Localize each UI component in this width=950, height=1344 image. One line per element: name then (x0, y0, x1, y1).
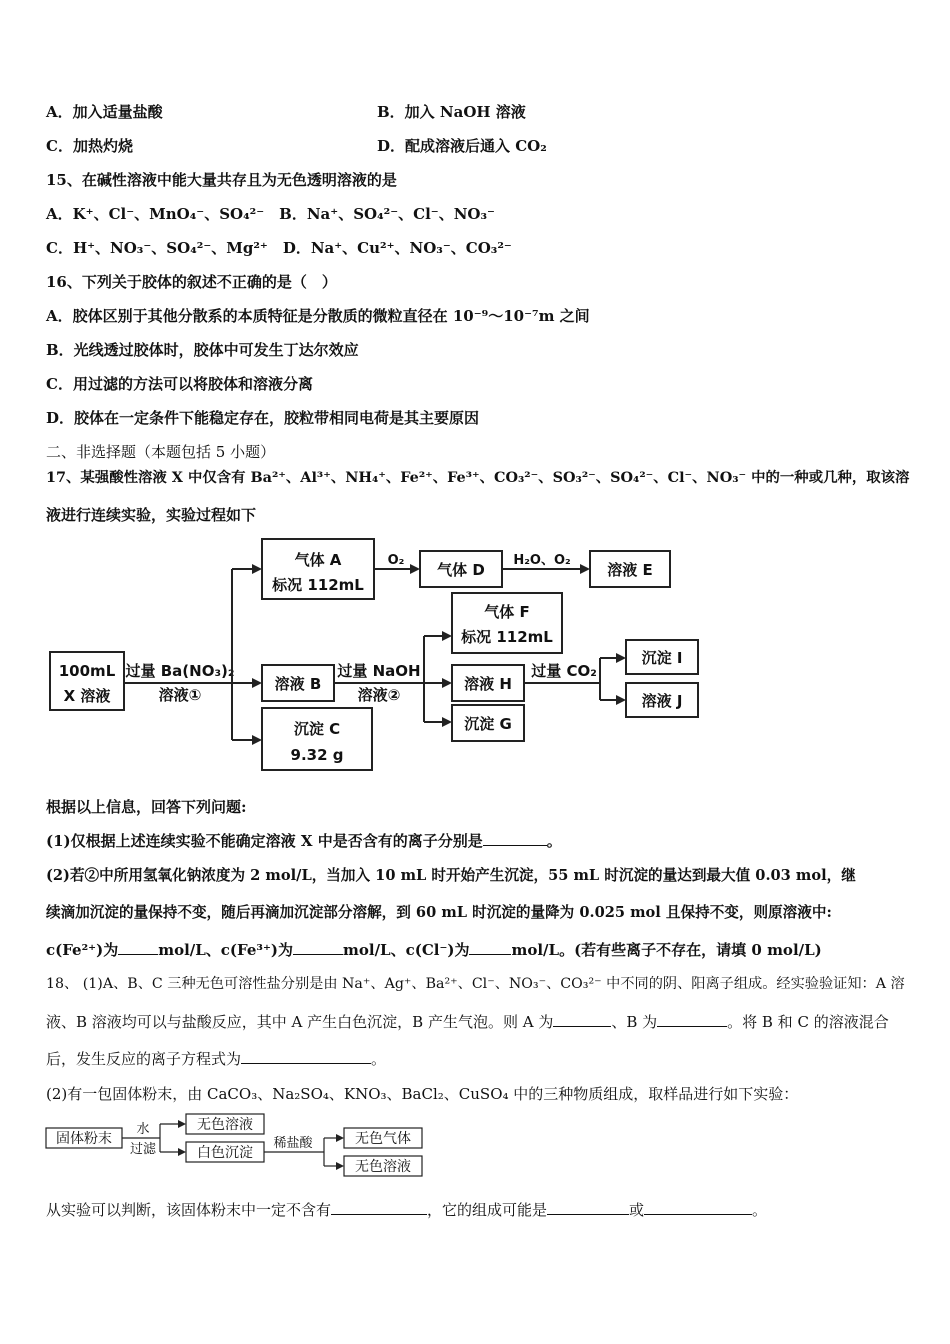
q15-stem: 15、在碱性溶液中能大量共存且为无色透明溶液的是 (46, 171, 397, 189)
answer-blank-b[interactable] (657, 1012, 727, 1027)
q18-last-b: ，它的组成可能是 (427, 1201, 548, 1219)
q16-option-b: B．光线透过胶体时，胶体中可发生丁达尔效应 (46, 341, 359, 359)
answer-blank-not-contain[interactable] (331, 1200, 427, 1215)
q17-stem-line1: 17、某强酸性溶液 X 中仅含有 Ba²⁺、Al³⁺、NH₄⁺、Fe²⁺、Fe³⁺、CO₃²⁻、SO₃²⁻、SO₄²⁻、Cl⁻、NO₃⁻ 中的一种或几种，取该溶 (46, 469, 910, 486)
q18-line3-b: 。 (371, 1050, 387, 1068)
answer-blank-comp2[interactable] (644, 1200, 752, 1215)
prec-c-line2: 9.32 g (290, 746, 344, 764)
q15-options-cd: C．H⁺、NO₃⁻、SO₄²⁻、Mg²⁺ D．Na⁺、Cu²⁺、NO₃⁻、CO₃²⁻ (46, 239, 512, 257)
q18-conclusion (46, 1200, 767, 1220)
answer-blank-comp1[interactable] (547, 1200, 629, 1215)
q17-part1-text: (1)仅根据上述连续实验不能确定溶液 X 中是否含有的离子分别是 (46, 832, 483, 850)
q18-line2-c: 。将 B 和 C 的溶液混合 (727, 1013, 889, 1031)
q17-stem-line2: 液进行连续实验，实验过程如下 (46, 506, 257, 524)
q18-last-c: 或 (629, 1201, 645, 1219)
x-box-line2: X 溶液 (63, 687, 111, 705)
colorless-gas-label: 无色气体 (355, 1131, 411, 1147)
prec-g-label: 沉淀 G (464, 715, 512, 733)
sol-j-label: 溶液 J (641, 692, 683, 710)
prec-i-label: 沉淀 I (641, 649, 683, 667)
h2o-o2-label: H₂O、O₂ (513, 553, 571, 568)
sol-e-label: 溶液 E (607, 561, 653, 579)
filter-label: 过滤 (129, 1142, 157, 1157)
answer-blank-equation[interactable] (241, 1049, 371, 1064)
q17-part2-line2: 续滴加沉淀的量保持不变，随后再滴加沉淀部分溶解，到 60 mL 时沉淀的量降为 0.025 mol 且保持不变，则原溶液中: (46, 904, 832, 921)
colorless-sol-label: 无色溶液 (197, 1117, 253, 1133)
colorless-sol2-label: 无色溶液 (355, 1159, 411, 1175)
c-fe3-label: mol/L、c(Fe³⁺)为 (158, 941, 293, 959)
gas-d-label: 气体 D (437, 561, 485, 579)
q14-option-b: B．加入 NaOH 溶液 (377, 103, 526, 121)
q16-option-d: D．胶体在一定条件下能稳定存在，胶粒带相同电荷是其主要原因 (46, 409, 480, 427)
q14-option-a: A．加入适量盐酸 (46, 103, 163, 121)
gas-a-line1: 气体 A (294, 551, 342, 569)
q17-part2-end: mol/L。(若有些离子不存在，请填 0 mol/L) (511, 941, 822, 959)
gas-f-line2: 标况 112mL (461, 628, 553, 646)
q18-last-a: 从实验可以判断，该固体粉末中一定不含有 (46, 1201, 332, 1219)
answer-blank-1[interactable] (483, 831, 547, 846)
c-fe2-label: c(Fe²⁺)为 (46, 941, 119, 959)
q17-part1-end: 。 (546, 832, 562, 850)
q17-part2-line1: (2)若②中所用氢氧化钠浓度为 2 mol/L，当加入 10 mL 时开始产生沉淀，55 mL 时沉淀的量达到最大值 0.03 mol，继 (46, 867, 856, 884)
answer-blank-a[interactable] (553, 1012, 611, 1027)
q17-intro: 根据以上信息，回答下列问题: (46, 798, 247, 816)
q18-line2 (46, 1012, 889, 1032)
q18-part2: (2)有一包固体粉末，由 CaCO₃、Na₂SO₄、KNO₃、BaCl₂、CuSO₄ 中的三种物质组成，取样品进行如下实验： (46, 1085, 799, 1103)
q16-stem: 16、下列关于胶体的叙述不正确的是（ ） (46, 273, 337, 291)
answer-blank-fe2[interactable] (118, 940, 158, 955)
section-heading: 二、非选择题（本题包括 5 小题） (46, 443, 276, 461)
reagent1-line2: 溶液① (158, 686, 202, 704)
q14-option-c: C．加热灼烧 (46, 137, 133, 155)
q18-line2-a: 液、B 溶液均可以与盐酸反应，其中 A 产生白色沉淀，B 产生气泡。则 A 为 (46, 1013, 554, 1031)
prec-c-line1: 沉淀 C (293, 720, 341, 738)
answer-blank-cl[interactable] (469, 940, 511, 955)
q17-part1 (46, 831, 562, 851)
answer-blank-fe3[interactable] (293, 940, 343, 955)
q18-line2-b: 、B 为 (611, 1013, 658, 1031)
sol-h-label: 溶液 H (464, 675, 512, 693)
q18-line3 (46, 1049, 386, 1069)
gas-a-line2: 标况 112mL (272, 576, 364, 594)
q14-option-d: D．配成溶液后通入 CO₂ (377, 137, 547, 155)
q15-options-ab: A．K⁺、Cl⁻、MnO₄⁻、SO₄²⁻ B．Na⁺、SO₄²⁻、Cl⁻、NO₃⁻ (46, 205, 495, 223)
c-cl-label: mol/L、c(Cl⁻)为 (343, 941, 470, 959)
q16-option-a: A．胶体区别于其他分散系的本质特征是分散质的微粒直径在 10⁻⁹～10⁻⁷m 之间 (46, 307, 590, 325)
x-box-line1: 100mL (58, 662, 116, 680)
reagent2-line1: 过量 NaOH (337, 662, 421, 680)
gas-f-line1: 气体 F (484, 603, 530, 621)
q18-last-d: 。 (752, 1201, 768, 1219)
solid-powder-label: 固体粉末 (56, 1131, 112, 1147)
co2-label: 过量 CO₂ (531, 662, 597, 680)
water-label: 水 (136, 1122, 150, 1137)
sol-b-label: 溶液 B (274, 675, 322, 693)
q17-part2-line3 (46, 940, 822, 960)
q16-option-c: C．用过滤的方法可以将胶体和溶液分离 (46, 375, 313, 393)
reagent1-line1: 过量 Ba(NO₃)₂ (125, 662, 235, 680)
white-prec-label: 白色沉淀 (197, 1145, 253, 1161)
hcl-label: 稀盐酸 (273, 1136, 313, 1151)
reagent2-line2: 溶液② (357, 686, 401, 704)
q18-line3-a: 后，发生反应的离子方程式为 (46, 1050, 242, 1068)
o2-label: O₂ (387, 553, 405, 568)
q18-line1: 18、 (1)A、B、C 三种无色可溶性盐分别是由 Na⁺、Ag⁺、Ba²⁺、Cl⁻、NO₃⁻、CO₃²⁻ 中不同的阴、阳离子组成。经实验验证知：A 溶 (46, 976, 905, 992)
